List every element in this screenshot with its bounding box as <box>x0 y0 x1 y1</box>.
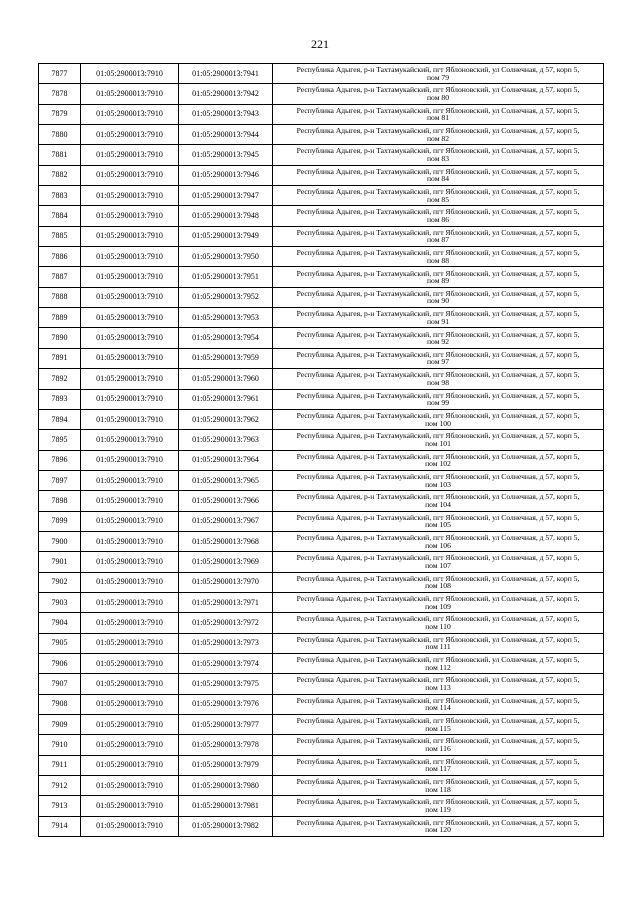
row-number-cell: 7878 <box>39 84 81 104</box>
table-row <box>39 613 604 633</box>
cadastral-number-cell: 01:05:2900013:7959 <box>179 348 273 368</box>
address-cell <box>273 592 604 612</box>
address-cell <box>273 165 604 185</box>
address-cell <box>273 613 604 633</box>
address-text: Республика Адыгея, р-н Тахтамукайский, пгт Яблоновский, ул Солнечная, д 57, корп 5, <box>296 390 580 400</box>
row-number-cell: 7903 <box>39 592 81 612</box>
row-number-cell: 7899 <box>39 511 81 531</box>
address-text: Республика Адыгея, р-н Тахтамукайский, пгт Яблоновский, ул Солнечная, д 57, корп 5, <box>296 573 580 583</box>
parent-cadastral-number-cell: 01:05:2900013:7910 <box>81 64 179 84</box>
parent-cadastral-number-cell: 01:05:2900013:7910 <box>81 470 179 490</box>
room-text: пом 120 <box>425 825 451 835</box>
cadastral-number-cell: 01:05:2900013:7970 <box>179 572 273 592</box>
address-text: Республика Адыгея, р-н Тахтамукайский, пгт Яблоновский, ул Солнечная, д 57, корп 5, <box>296 532 580 542</box>
room-text: пом 97 <box>426 357 449 367</box>
table-row <box>39 653 604 673</box>
room-text: пом 100 <box>425 418 451 428</box>
address-text: Республика Адыгея, р-н Тахтамукайский, пгт Яблоновский, ул Солнечная, д 57, корп 5, <box>296 166 580 176</box>
address-text: Республика Адыгея, р-н Тахтамукайский, пгт Яблоновский, ул Солнечная, д 57, корп 5, <box>296 777 580 787</box>
address-cell <box>273 776 604 796</box>
row-number-cell: 7900 <box>39 531 81 551</box>
row-number-cell: 7890 <box>39 328 81 348</box>
address-cell <box>273 491 604 511</box>
parent-cadastral-number-cell: 01:05:2900013:7910 <box>81 287 179 307</box>
address-cell <box>273 247 604 267</box>
table-row <box>39 247 604 267</box>
address-text: Республика Адыгея, р-н Тахтамукайский, пгт Яблоновский, ул Солнечная, д 57, корп 5, <box>296 655 580 665</box>
cadastral-number-cell: 01:05:2900013:7943 <box>179 104 273 124</box>
address-text: Республика Адыгея, р-н Тахтамукайский, пгт Яблоновский, ул Солнечная, д 57, корп 5, <box>296 105 580 115</box>
row-number-cell: 7892 <box>39 369 81 389</box>
room-text: пом 112 <box>425 662 451 672</box>
row-number-cell: 7910 <box>39 735 81 755</box>
parent-cadastral-number-cell: 01:05:2900013:7910 <box>81 592 179 612</box>
address-cell <box>273 735 604 755</box>
address-cell <box>273 816 604 836</box>
room-text: пом 101 <box>425 438 451 448</box>
address-text: Республика Адыгея, р-н Тахтамукайский, пгт Яблоновский, ул Солнечная, д 57, корп 5, <box>296 65 580 75</box>
table-row <box>39 430 604 450</box>
address-text: Республика Адыгея, р-н Тахтамукайский, пгт Яблоновский, ул Солнечная, д 57, корп 5, <box>296 431 580 441</box>
table-row <box>39 267 604 287</box>
parent-cadastral-number-cell: 01:05:2900013:7910 <box>81 552 179 572</box>
row-number-cell: 7883 <box>39 186 81 206</box>
row-number-cell: 7897 <box>39 470 81 490</box>
address-cell <box>273 715 604 735</box>
row-number-cell: 7889 <box>39 308 81 328</box>
parent-cadastral-number-cell: 01:05:2900013:7910 <box>81 267 179 287</box>
address-text: Республика Адыгея, р-н Тахтамукайский, пгт Яблоновский, ул Солнечная, д 57, корп 5, <box>296 675 580 685</box>
parent-cadastral-number-cell: 01:05:2900013:7910 <box>81 104 179 124</box>
table-row <box>39 84 604 104</box>
parent-cadastral-number-cell: 01:05:2900013:7910 <box>81 491 179 511</box>
address-cell <box>273 430 604 450</box>
address-text: Республика Адыгея, р-н Тахтамукайский, пгт Яблоновский, ул Солнечная, д 57, корп 5, <box>296 614 580 624</box>
address-cell <box>273 511 604 531</box>
address-text: Республика Адыгея, р-н Тахтамукайский, пгт Яблоновский, ул Солнечная, д 57, корп 5, <box>296 410 580 420</box>
parent-cadastral-number-cell: 01:05:2900013:7910 <box>81 206 179 226</box>
row-number-cell: 7880 <box>39 125 81 145</box>
address-cell <box>273 328 604 348</box>
row-number-cell: 7879 <box>39 104 81 124</box>
parent-cadastral-number-cell: 01:05:2900013:7910 <box>81 409 179 429</box>
address-text: Республика Адыгея, р-н Тахтамукайский, пгт Яблоновский, ул Солнечная, д 57, корп 5, <box>296 512 580 522</box>
address-cell <box>273 104 604 124</box>
table-row <box>39 715 604 735</box>
address-cell <box>273 186 604 206</box>
address-text: Республика Адыгея, р-н Тахтамукайский, пгт Яблоновский, ул Солнечная, д 57, корп 5, <box>296 553 580 563</box>
address-text: Республика Адыгея, р-н Тахтамукайский, пгт Яблоновский, ул Солнечная, д 57, корп 5, <box>296 736 580 746</box>
room-text: пом 117 <box>425 764 451 774</box>
address-text: Республика Адыгея, р-н Тахтамукайский, пгт Яблоновский, ул Солнечная, д 57, корп 5, <box>296 797 580 807</box>
table-row <box>39 735 604 755</box>
address-text: Республика Адыгея, р-н Тахтамукайский, пгт Яблоновский, ул Солнечная, д 57, корп 5, <box>296 146 580 156</box>
address-cell <box>273 450 604 470</box>
parent-cadastral-number-cell: 01:05:2900013:7910 <box>81 511 179 531</box>
parent-cadastral-number-cell: 01:05:2900013:7910 <box>81 450 179 470</box>
parent-cadastral-number-cell: 01:05:2900013:7910 <box>81 755 179 775</box>
cadastral-number-cell: 01:05:2900013:7982 <box>179 816 273 836</box>
cadastral-number-cell: 01:05:2900013:7949 <box>179 226 273 246</box>
room-text: пом 88 <box>426 255 449 265</box>
table-row <box>39 511 604 531</box>
table-row <box>39 348 604 368</box>
cadastral-number-cell: 01:05:2900013:7975 <box>179 674 273 694</box>
address-text: Республика Адыгея, р-н Тахтамукайский, пгт Яблоновский, ул Солнечная, д 57, корп 5, <box>296 227 580 237</box>
room-text: пом 111 <box>425 642 451 652</box>
address-text: Республика Адыгея, р-н Тахтамукайский, пгт Яблоновский, ул Солнечная, д 57, корп 5, <box>296 309 580 319</box>
cadastral-number-cell: 01:05:2900013:7965 <box>179 470 273 490</box>
table-row <box>39 796 604 816</box>
address-text: Республика Адыгея, р-н Тахтамукайский, пгт Яблоновский, ул Солнечная, д 57, корп 5, <box>296 126 580 136</box>
row-number-cell: 7886 <box>39 247 81 267</box>
row-number-cell: 7882 <box>39 165 81 185</box>
room-text: пом 116 <box>425 744 451 754</box>
table-row <box>39 592 604 612</box>
parent-cadastral-number-cell: 01:05:2900013:7910 <box>81 735 179 755</box>
parent-cadastral-number-cell: 01:05:2900013:7910 <box>81 165 179 185</box>
room-text: пом 90 <box>426 296 449 306</box>
row-number-cell: 7884 <box>39 206 81 226</box>
address-text: Республика Адыгея, р-н Тахтамукайский, пгт Яблоновский, ул Солнечная, д 57, корп 5, <box>296 695 580 705</box>
parent-cadastral-number-cell: 01:05:2900013:7910 <box>81 328 179 348</box>
cadastral-number-cell: 01:05:2900013:7968 <box>179 531 273 551</box>
parent-cadastral-number-cell: 01:05:2900013:7910 <box>81 430 179 450</box>
room-text: пом 85 <box>426 194 449 204</box>
cadastral-number-cell: 01:05:2900013:7971 <box>179 592 273 612</box>
table-row <box>39 145 604 165</box>
row-number-cell: 7887 <box>39 267 81 287</box>
address-text: Республика Адыгея, р-н Тахтамукайский, пгт Яблоновский, ул Солнечная, д 57, корп 5, <box>296 492 580 502</box>
parent-cadastral-number-cell: 01:05:2900013:7910 <box>81 572 179 592</box>
cadastral-number-cell: 01:05:2900013:7952 <box>179 287 273 307</box>
room-text: пом 119 <box>425 805 451 815</box>
row-number-cell: 7877 <box>39 64 81 84</box>
address-cell <box>273 287 604 307</box>
parent-cadastral-number-cell: 01:05:2900013:7910 <box>81 816 179 836</box>
address-cell <box>273 64 604 84</box>
cadastral-number-cell: 01:05:2900013:7978 <box>179 735 273 755</box>
room-text: пом 92 <box>426 337 449 347</box>
row-number-cell: 7891 <box>39 348 81 368</box>
row-number-cell: 7888 <box>39 287 81 307</box>
parent-cadastral-number-cell: 01:05:2900013:7910 <box>81 125 179 145</box>
address-cell <box>273 84 604 104</box>
room-text: пом 103 <box>425 479 451 489</box>
cadastral-number-cell: 01:05:2900013:7976 <box>179 694 273 714</box>
address-cell <box>273 409 604 429</box>
address-cell <box>273 125 604 145</box>
room-text: пом 91 <box>426 316 449 326</box>
address-cell <box>273 633 604 653</box>
address-text: Республика Адыгея, р-н Тахтамукайский, пгт Яблоновский, ул Солнечная, д 57, корп 5, <box>296 268 580 278</box>
table-row <box>39 633 604 653</box>
room-text: пом 102 <box>425 459 451 469</box>
address-text: Республика Адыгея, р-н Тахтамукайский, пгт Яблоновский, ул Солнечная, д 57, корп 5, <box>296 248 580 258</box>
address-cell <box>273 796 604 816</box>
address-text: Республика Адыгея, р-н Тахтамукайский, пгт Яблоновский, ул Солнечная, д 57, корп 5, <box>296 594 580 604</box>
address-cell <box>273 226 604 246</box>
address-text: Республика Адыгея, р-н Тахтамукайский, пгт Яблоновский, ул Солнечная, д 57, корп 5, <box>296 187 580 197</box>
cadastral-number-cell: 01:05:2900013:7980 <box>179 776 273 796</box>
address-cell <box>273 308 604 328</box>
parent-cadastral-number-cell: 01:05:2900013:7910 <box>81 694 179 714</box>
address-cell <box>273 531 604 551</box>
room-text: пом 99 <box>426 398 449 408</box>
table-row <box>39 64 604 84</box>
row-number-cell: 7885 <box>39 226 81 246</box>
address-cell <box>273 755 604 775</box>
address-text: Республика Адыгея, р-н Тахтамукайский, пгт Яблоновский, ул Солнечная, д 57, корп 5, <box>296 634 580 644</box>
address-cell <box>273 145 604 165</box>
room-text: пом 105 <box>425 520 451 530</box>
cadastral-number-cell: 01:05:2900013:7954 <box>179 328 273 348</box>
row-number-cell: 7906 <box>39 653 81 673</box>
room-text: пом 87 <box>426 235 449 245</box>
table-row <box>39 694 604 714</box>
address-text: Республика Адыгея, р-н Тахтамукайский, пгт Яблоновский, ул Солнечная, д 57, корп 5, <box>296 207 580 217</box>
table-row <box>39 572 604 592</box>
table-row <box>39 308 604 328</box>
address-text: Республика Адыгея, р-н Тахтамукайский, пгт Яблоновский, ул Солнечная, д 57, корп 5, <box>296 716 580 726</box>
address-text: Республика Адыгея, р-н Тахтамукайский, пгт Яблоновский, ул Солнечная, д 57, корп 5, <box>296 85 580 95</box>
room-text: пом 89 <box>426 276 449 286</box>
cadastral-number-cell: 01:05:2900013:7974 <box>179 653 273 673</box>
parent-cadastral-number-cell: 01:05:2900013:7910 <box>81 247 179 267</box>
table-row <box>39 409 604 429</box>
cadastral-number-cell: 01:05:2900013:7946 <box>179 165 273 185</box>
address-text: Республика Адыгея, р-н Тахтамукайский, пгт Яблоновский, ул Солнечная, д 57, корп 5, <box>296 370 580 380</box>
cadastral-number-cell: 01:05:2900013:7977 <box>179 715 273 735</box>
table-row <box>39 287 604 307</box>
address-cell <box>273 552 604 572</box>
room-text: пом 83 <box>426 154 449 164</box>
row-number-cell: 7911 <box>39 755 81 775</box>
address-cell <box>273 267 604 287</box>
parent-cadastral-number-cell: 01:05:2900013:7910 <box>81 674 179 694</box>
table-row <box>39 470 604 490</box>
room-text: пом 86 <box>426 215 449 225</box>
parent-cadastral-number-cell: 01:05:2900013:7910 <box>81 84 179 104</box>
address-text: Республика Адыгея, р-н Тахтамукайский, пгт Яблоновский, ул Солнечная, д 57, корп 5, <box>296 329 580 339</box>
cadastral-number-cell: 01:05:2900013:7963 <box>179 430 273 450</box>
room-text: пом 118 <box>425 784 451 794</box>
cadastral-number-cell: 01:05:2900013:7950 <box>179 247 273 267</box>
room-text: пом 106 <box>425 540 451 550</box>
row-number-cell: 7894 <box>39 409 81 429</box>
table-row <box>39 674 604 694</box>
registry-table-body <box>39 64 604 837</box>
row-number-cell: 7914 <box>39 816 81 836</box>
address-cell <box>273 653 604 673</box>
room-text: пом 79 <box>426 72 449 82</box>
parent-cadastral-number-cell: 01:05:2900013:7910 <box>81 186 179 206</box>
address-text: Республика Адыгея, р-н Тахтамукайский, пгт Яблоновский, ул Солнечная, д 57, корп 5, <box>296 451 580 461</box>
address-text: Республика Адыгея, р-н Тахтамукайский, пгт Яблоновский, ул Солнечная, д 57, корп 5, <box>296 349 580 359</box>
cadastral-number-cell: 01:05:2900013:7948 <box>179 206 273 226</box>
cadastral-number-cell: 01:05:2900013:7944 <box>179 125 273 145</box>
room-text: пом 104 <box>425 499 451 509</box>
room-text: пом 84 <box>426 174 449 184</box>
address-cell <box>273 694 604 714</box>
table-row <box>39 328 604 348</box>
table-row <box>39 531 604 551</box>
room-text: пом 107 <box>425 560 451 570</box>
room-text: пом 82 <box>426 133 449 143</box>
table-row <box>39 125 604 145</box>
row-number-cell: 7895 <box>39 430 81 450</box>
cadastral-number-cell: 01:05:2900013:7981 <box>179 796 273 816</box>
table-row <box>39 206 604 226</box>
parent-cadastral-number-cell: 01:05:2900013:7910 <box>81 369 179 389</box>
row-number-cell: 7909 <box>39 715 81 735</box>
room-text: пом 115 <box>425 723 451 733</box>
registry-table <box>38 63 604 837</box>
table-row <box>39 491 604 511</box>
parent-cadastral-number-cell: 01:05:2900013:7910 <box>81 715 179 735</box>
cadastral-number-cell: 01:05:2900013:7960 <box>179 369 273 389</box>
room-text: пом 113 <box>425 682 451 692</box>
parent-cadastral-number-cell: 01:05:2900013:7910 <box>81 633 179 653</box>
room-text: пом 114 <box>425 703 451 713</box>
row-number-cell: 7896 <box>39 450 81 470</box>
address-cell <box>273 369 604 389</box>
address-text: Республика Адыгея, р-н Тахтамукайский, пгт Яблоновский, ул Солнечная, д 57, корп 5, <box>296 471 580 481</box>
parent-cadastral-number-cell: 01:05:2900013:7910 <box>81 348 179 368</box>
parent-cadastral-number-cell: 01:05:2900013:7910 <box>81 653 179 673</box>
row-number-cell: 7912 <box>39 776 81 796</box>
address-cell <box>273 206 604 226</box>
parent-cadastral-number-cell: 01:05:2900013:7910 <box>81 776 179 796</box>
address-cell <box>273 389 604 409</box>
cadastral-number-cell: 01:05:2900013:7951 <box>179 267 273 287</box>
row-number-cell: 7881 <box>39 145 81 165</box>
cadastral-number-cell: 01:05:2900013:7972 <box>179 613 273 633</box>
cadastral-number-cell: 01:05:2900013:7967 <box>179 511 273 531</box>
parent-cadastral-number-cell: 01:05:2900013:7910 <box>81 613 179 633</box>
address-cell <box>273 470 604 490</box>
room-text: пом 98 <box>426 377 449 387</box>
row-number-cell: 7898 <box>39 491 81 511</box>
cadastral-number-cell: 01:05:2900013:7947 <box>179 186 273 206</box>
row-number-cell: 7893 <box>39 389 81 409</box>
row-number-cell: 7901 <box>39 552 81 572</box>
parent-cadastral-number-cell: 01:05:2900013:7910 <box>81 226 179 246</box>
room-text: пом 80 <box>426 93 449 103</box>
row-number-cell: 7913 <box>39 796 81 816</box>
table-row <box>39 816 604 836</box>
parent-cadastral-number-cell: 01:05:2900013:7910 <box>81 531 179 551</box>
table-row <box>39 226 604 246</box>
table-row <box>39 776 604 796</box>
table-row <box>39 369 604 389</box>
cadastral-number-cell: 01:05:2900013:7953 <box>179 308 273 328</box>
table-row <box>39 552 604 572</box>
address-text: Республика Адыгея, р-н Тахтамукайский, пгт Яблоновский, ул Солнечная, д 57, корп 5, <box>296 288 580 298</box>
room-text: пом 110 <box>425 621 451 631</box>
row-number-cell: 7908 <box>39 694 81 714</box>
table-row <box>39 450 604 470</box>
cadastral-number-cell: 01:05:2900013:7942 <box>179 84 273 104</box>
table-row <box>39 104 604 124</box>
parent-cadastral-number-cell: 01:05:2900013:7910 <box>81 145 179 165</box>
cadastral-number-cell: 01:05:2900013:7961 <box>179 389 273 409</box>
cadastral-number-cell: 01:05:2900013:7973 <box>179 633 273 653</box>
cadastral-number-cell: 01:05:2900013:7945 <box>179 145 273 165</box>
address-text: Республика Адыгея, р-н Тахтамукайский, пгт Яблоновский, ул Солнечная, д 57, корп 5, <box>296 756 580 766</box>
cadastral-number-cell: 01:05:2900013:7964 <box>179 450 273 470</box>
parent-cadastral-number-cell: 01:05:2900013:7910 <box>81 796 179 816</box>
row-number-cell: 7902 <box>39 572 81 592</box>
row-number-cell: 7905 <box>39 633 81 653</box>
room-text: пом 108 <box>425 581 451 591</box>
row-number-cell: 7907 <box>39 674 81 694</box>
parent-cadastral-number-cell: 01:05:2900013:7910 <box>81 308 179 328</box>
cadastral-number-cell: 01:05:2900013:7969 <box>179 552 273 572</box>
address-cell <box>273 674 604 694</box>
room-text: пом 109 <box>425 601 451 611</box>
cadastral-number-cell: 01:05:2900013:7962 <box>179 409 273 429</box>
address-cell <box>273 572 604 592</box>
row-number-cell: 7904 <box>39 613 81 633</box>
table-row <box>39 165 604 185</box>
table-row <box>39 186 604 206</box>
parent-cadastral-number-cell: 01:05:2900013:7910 <box>81 389 179 409</box>
table-row <box>39 389 604 409</box>
address-cell <box>273 348 604 368</box>
cadastral-number-cell: 01:05:2900013:7966 <box>179 491 273 511</box>
table-row <box>39 755 604 775</box>
cadastral-number-cell: 01:05:2900013:7941 <box>179 64 273 84</box>
page-number: 221 <box>311 37 329 51</box>
cadastral-number-cell: 01:05:2900013:7979 <box>179 755 273 775</box>
room-text: пом 81 <box>426 113 449 123</box>
address-text: Республика Адыгея, р-н Тахтамукайский, пгт Яблоновский, ул Солнечная, д 57, корп 5, <box>296 817 580 827</box>
